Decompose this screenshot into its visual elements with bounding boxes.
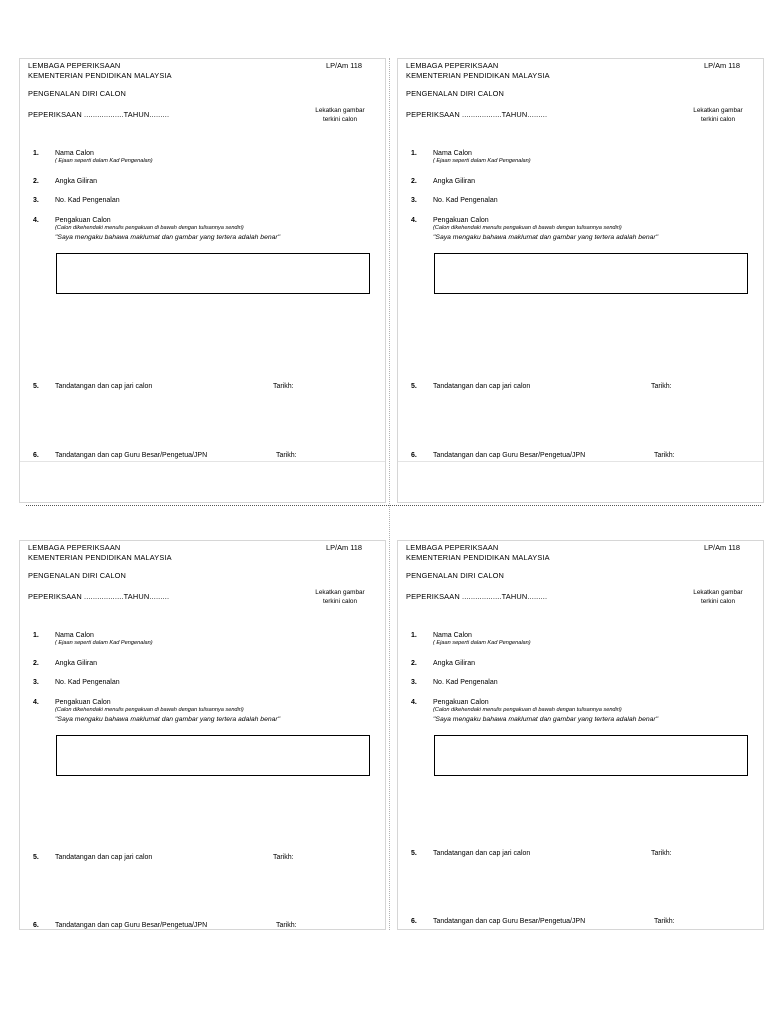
item-number: 2. [411, 660, 417, 667]
form-footer-line [20, 461, 385, 462]
candidate-form-bottom-left [19, 540, 386, 930]
org-name-line1: LEMBAGA PEPERIKSAAN [406, 543, 499, 552]
item-number: 2. [33, 660, 39, 667]
photo-instruction-line1: Lekatkan gambar [693, 107, 743, 114]
photo-placeholder [686, 588, 750, 607]
candidate-signature-label: Tandatangan dan cap jari calon [55, 854, 153, 861]
declaration-label: Pengakuan Calon [55, 699, 111, 706]
item-number: 3. [411, 679, 417, 686]
form-code: LP/Am 118 [326, 543, 363, 552]
item-number: 1. [33, 150, 39, 157]
declaration-writing-box[interactable] [434, 253, 748, 294]
item-number: 3. [33, 679, 39, 686]
candidate-form-bottom-right [397, 540, 764, 930]
candidate-form-top-left [19, 58, 386, 503]
candidate-date-label: Tarikh: [651, 850, 672, 857]
form-title: PENGENALAN DIRI CALON [406, 89, 505, 98]
candidate-date-label: Tarikh: [273, 383, 294, 390]
candidate-signature-label: Tandatangan dan cap jari calon [433, 383, 531, 390]
declaration-label: Pengakuan Calon [55, 217, 111, 224]
item-number: 6. [411, 918, 417, 925]
principal-signature-label: Tandatangan dan cap Guru Besar/Pengetua/JPN [433, 452, 586, 459]
photo-instruction-line1: Lekatkan gambar [315, 589, 365, 596]
declaration-writing-box[interactable] [56, 253, 370, 294]
candidate-date-label: Tarikh: [651, 383, 672, 390]
item-number: 6. [33, 452, 39, 459]
declaration-statement: "Saya mengaku bahawa maklumat dan gambar yang tertera adalah benar" [55, 716, 281, 723]
photo-placeholder [308, 588, 372, 607]
item-number: 1. [33, 632, 39, 639]
index-number-label: Angka Giliran [55, 178, 98, 185]
candidate-name-note: ( Ejaan seperti dalam Kad Pengenalan) [55, 158, 153, 164]
index-number-label: Angka Giliran [433, 660, 476, 667]
candidate-date-label: Tarikh: [273, 854, 294, 861]
item-number: 2. [411, 178, 417, 185]
principal-date-label: Tarikh: [654, 452, 675, 459]
principal-date-label: Tarikh: [276, 922, 297, 929]
declaration-writing-box[interactable] [56, 735, 370, 776]
declaration-statement: "Saya mengaku bahawa maklumat dan gambar yang tertera adalah benar" [433, 234, 659, 241]
item-number: 6. [411, 452, 417, 459]
candidate-signature-label: Tandatangan dan cap jari calon [55, 383, 153, 390]
item-number: 6. [33, 922, 39, 929]
item-number: 4. [33, 217, 39, 224]
candidate-name-note: ( Ejaan seperti dalam Kad Pengenalan) [433, 640, 531, 646]
org-name-line2: KEMENTERIAN PENDIDIKAN MALAYSIA [28, 71, 172, 80]
form-title: PENGENALAN DIRI CALON [28, 89, 127, 98]
form-footer-line [398, 461, 763, 462]
declaration-note: (Calon dikehendaki menulis pengakuan di bawah dengan tulisannya sendiri) [55, 707, 244, 713]
item-number: 5. [33, 854, 39, 861]
exam-year-line: PEPERIKSAAN ..................TAHUN......... [28, 592, 170, 601]
candidate-name-note: ( Ejaan seperti dalam Kad Pengenalan) [433, 158, 531, 164]
exam-year-line: PEPERIKSAAN ..................TAHUN......... [406, 110, 548, 119]
org-name-line1: LEMBAGA PEPERIKSAAN [28, 61, 121, 70]
org-name-line2: KEMENTERIAN PENDIDIKAN MALAYSIA [28, 553, 172, 562]
item-number: 4. [411, 217, 417, 224]
index-number-label: Angka Giliran [433, 178, 476, 185]
principal-signature-label: Tandatangan dan cap Guru Besar/Pengetua/JPN [55, 452, 208, 459]
exam-year-line: PEPERIKSAAN ..................TAHUN......... [28, 110, 170, 119]
item-number: 5. [33, 383, 39, 390]
ic-number-label: No. Kad Pengenalan [55, 197, 120, 204]
declaration-note: (Calon dikehendaki menulis pengakuan di bawah dengan tulisannya sendiri) [433, 707, 622, 713]
declaration-statement: "Saya mengaku bahawa maklumat dan gambar yang tertera adalah benar" [433, 716, 659, 723]
item-number: 2. [33, 178, 39, 185]
declaration-note: (Calon dikehendaki menulis pengakuan di bawah dengan tulisannya sendiri) [55, 225, 244, 231]
ic-number-label: No. Kad Pengenalan [55, 679, 120, 686]
item-number: 3. [33, 197, 39, 204]
photo-instruction-line2: terkini calon [700, 116, 736, 124]
item-number: 5. [411, 850, 417, 857]
item-number: 3. [411, 197, 417, 204]
photo-instruction-line1: Lekatkan gambar [693, 589, 743, 596]
index-number-label: Angka Giliran [55, 660, 98, 667]
candidate-name-label: Nama Calon [55, 150, 94, 157]
photo-instruction-line2: terkini calon [322, 598, 358, 606]
photo-instruction-line1: Lekatkan gambar [315, 107, 365, 114]
ic-number-label: No. Kad Pengenalan [433, 679, 498, 686]
principal-date-label: Tarikh: [654, 918, 675, 925]
horizontal-cut-line [26, 505, 761, 506]
principal-signature-label: Tandatangan dan cap Guru Besar/Pengetua/JPN [55, 922, 208, 929]
principal-date-label: Tarikh: [276, 452, 297, 459]
item-number: 5. [411, 383, 417, 390]
item-number: 1. [411, 150, 417, 157]
photo-placeholder [686, 106, 750, 125]
item-number: 4. [411, 699, 417, 706]
photo-instruction-line2: terkini calon [322, 116, 358, 124]
form-title: PENGENALAN DIRI CALON [406, 571, 505, 580]
form-code: LP/Am 118 [326, 61, 363, 70]
candidate-form-top-right [397, 58, 764, 503]
declaration-writing-box[interactable] [434, 735, 748, 776]
org-name-line1: LEMBAGA PEPERIKSAAN [28, 543, 121, 552]
declaration-label: Pengakuan Calon [433, 217, 489, 224]
item-number: 1. [411, 632, 417, 639]
principal-signature-label: Tandatangan dan cap Guru Besar/Pengetua/JPN [433, 918, 586, 925]
ic-number-label: No. Kad Pengenalan [433, 197, 498, 204]
candidate-name-note: ( Ejaan seperti dalam Kad Pengenalan) [55, 640, 153, 646]
declaration-note: (Calon dikehendaki menulis pengakuan di bawah dengan tulisannya sendiri) [433, 225, 622, 231]
org-name-line2: KEMENTERIAN PENDIDIKAN MALAYSIA [406, 71, 550, 80]
candidate-name-label: Nama Calon [433, 632, 472, 639]
form-title: PENGENALAN DIRI CALON [28, 571, 127, 580]
org-name-line2: KEMENTERIAN PENDIDIKAN MALAYSIA [406, 553, 550, 562]
form-code: LP/Am 118 [704, 61, 741, 70]
candidate-signature-label: Tandatangan dan cap jari calon [433, 850, 531, 857]
form-code: LP/Am 118 [704, 543, 741, 552]
exam-year-line: PEPERIKSAAN ..................TAHUN......... [406, 592, 548, 601]
photo-instruction-line2: terkini calon [700, 598, 736, 606]
vertical-cut-line [389, 58, 390, 930]
photo-placeholder [308, 106, 372, 125]
declaration-label: Pengakuan Calon [433, 699, 489, 706]
candidate-name-label: Nama Calon [55, 632, 94, 639]
candidate-name-label: Nama Calon [433, 150, 472, 157]
org-name-line1: LEMBAGA PEPERIKSAAN [406, 61, 499, 70]
declaration-statement: "Saya mengaku bahawa maklumat dan gambar yang tertera adalah benar" [55, 234, 281, 241]
item-number: 4. [33, 699, 39, 706]
